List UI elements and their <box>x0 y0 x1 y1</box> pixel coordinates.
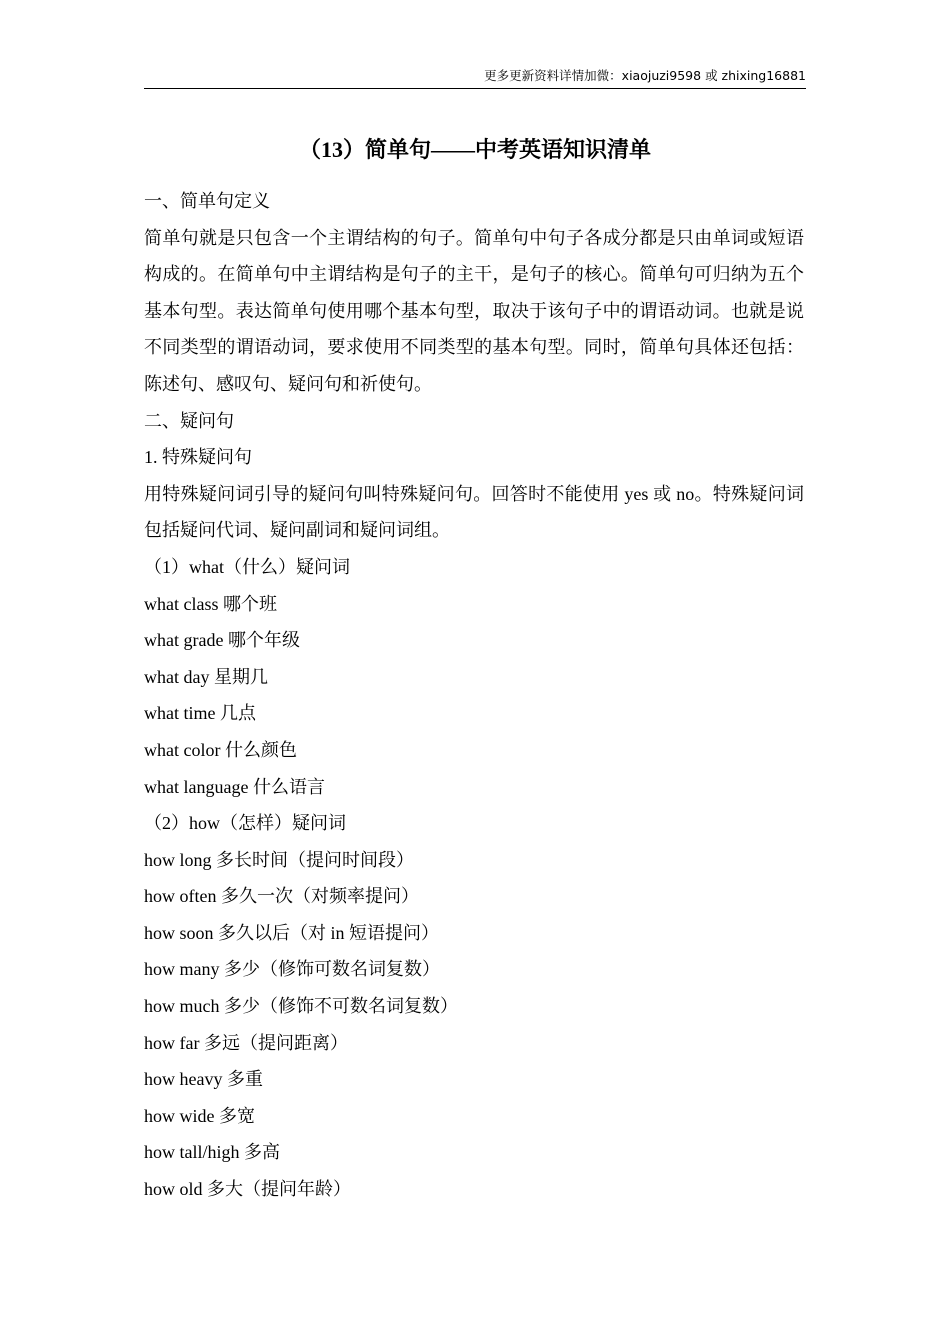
subheading-special-questions: 1. 特殊疑问句 <box>144 447 252 468</box>
document-body <box>144 183 804 1208</box>
what-heading: （1）what（什么）疑问词 <box>144 556 350 577</box>
special-questions-paragraph: 用特殊疑问词引导的疑问句叫特殊疑问句。回答时不能使用 yes 或 no。特殊疑问词包括疑问代词、疑问副词和疑问词组。 <box>144 483 804 541</box>
list-item: how tall/high 多高 <box>144 1142 280 1163</box>
list-item: how soon 多久以后（对 in 短语提问） <box>144 922 440 943</box>
list-item: how wide 多宽 <box>144 1105 255 1126</box>
document-title: （13）简单句——中考英语知识清单 <box>298 137 651 162</box>
list-item: what language 什么语言 <box>144 776 325 797</box>
list-item: what class 哪个班 <box>144 593 277 614</box>
section-heading-definition: 一、简单句定义 <box>144 191 270 211</box>
list-item: what color 什么颜色 <box>144 739 297 760</box>
list-item: how heavy 多重 <box>144 1069 263 1090</box>
how-heading: （2）how（怎样）疑问词 <box>144 813 346 834</box>
list-item: how many 多少（修饰可数名词复数） <box>144 959 440 980</box>
section-heading-questions: 二、疑问句 <box>144 410 234 431</box>
list-item: what time 几点 <box>144 703 256 724</box>
list-item: what day 星期几 <box>144 666 268 687</box>
list-item: how long 多长时间（提问时间段） <box>144 849 414 870</box>
list-item: how far 多远（提问距离） <box>144 1032 348 1053</box>
list-item: how old 多大（提问年龄） <box>144 1179 351 1200</box>
list-item: how much 多少（修饰不可数名词复数） <box>144 996 458 1017</box>
list-item: how often 多久一次（对频率提问） <box>144 886 419 907</box>
list-item: what grade 哪个年级 <box>144 630 300 651</box>
header-contact-text: 更多更新资料详情加微：xiaojuzi9598 或 zhixing16881 <box>484 68 806 83</box>
page-header <box>144 66 806 89</box>
definition-paragraph: 简单句就是只包含一个主谓结构的句子。简单句中句子各成分都是只由单词或短语构成的。在简单句中主谓结构是句子的主干，是句子的核心。简单句可归纳为五个基本句型。表达简单句使用哪个基本句型，取决于该句子中的谓语动词。也就是说不同类型的谓语动词，要求使用不同类型的基本句型。同时，简单句具体还包括：陈述句、感叹句、疑问句和祈使句。 <box>144 227 804 394</box>
